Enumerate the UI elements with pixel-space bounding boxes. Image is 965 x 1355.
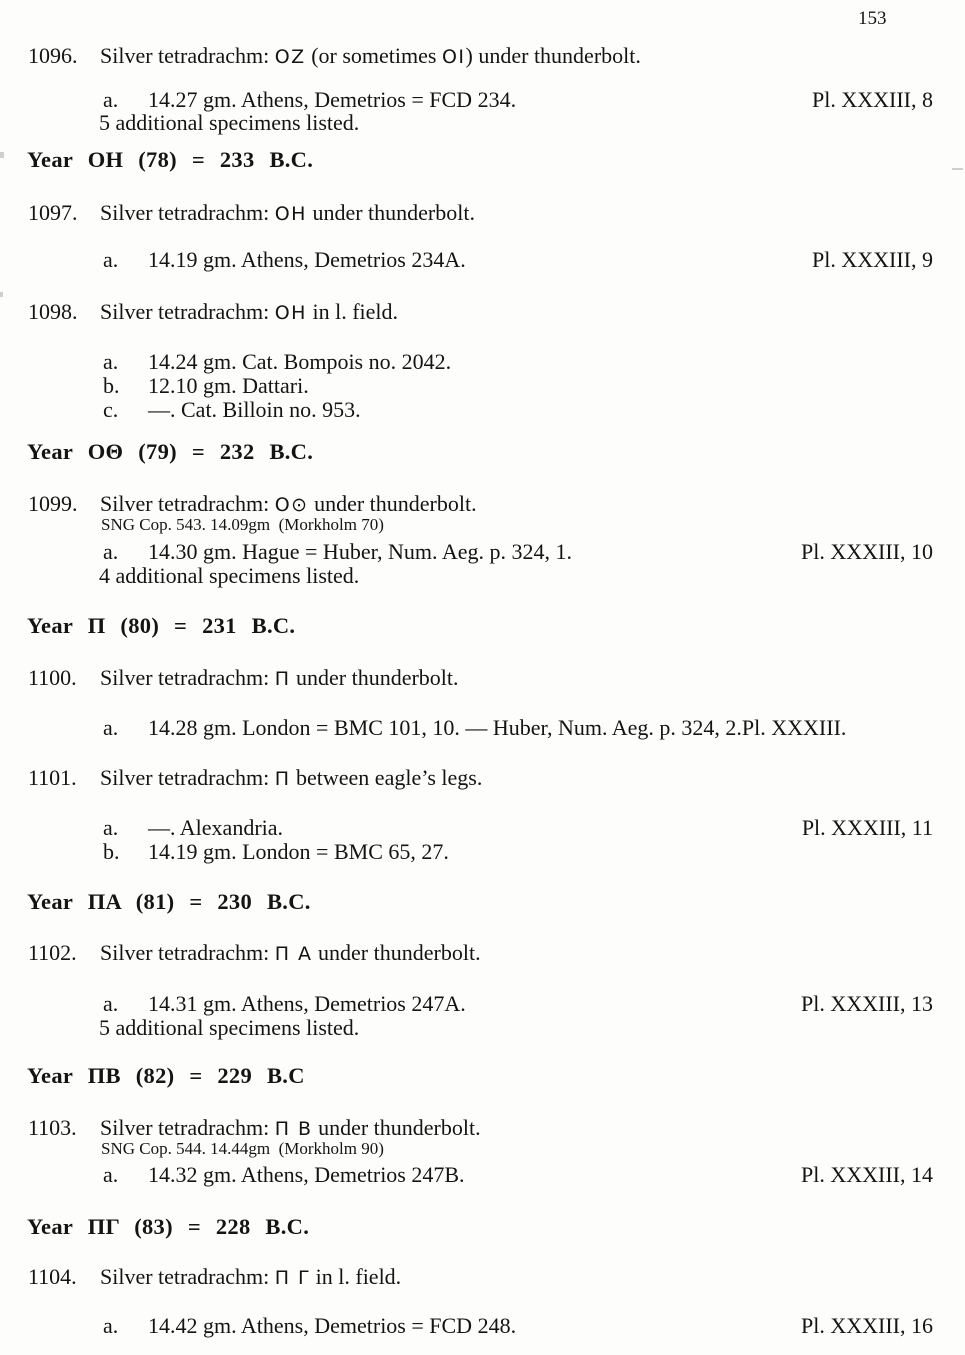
entry-number: 1101. bbox=[28, 765, 77, 790]
control-mark: OH bbox=[274, 203, 307, 225]
plate-reference: Pl. XXXIII, 16 bbox=[801, 1313, 933, 1338]
specimen-label: a. bbox=[103, 815, 119, 840]
specimen-line bbox=[0, 716, 965, 741]
entry-number: 1096. bbox=[28, 43, 78, 68]
desc-text: under thunderbolt. bbox=[290, 665, 459, 690]
scan-artifact bbox=[952, 168, 963, 170]
year-heading-text: Year OH (78) = 233 B.C. bbox=[27, 147, 314, 172]
control-mark: Π Γ bbox=[274, 1267, 311, 1289]
desc-text: Silver tetradrachm: bbox=[100, 665, 275, 690]
plate-reference: Pl. XXXIII, 9 bbox=[812, 247, 933, 272]
desc-text: Silver tetradrachm: bbox=[100, 200, 275, 225]
entry-number: 1100. bbox=[28, 665, 77, 690]
desc-text: in l. field. bbox=[306, 299, 399, 324]
entry-1103-heading bbox=[0, 1116, 965, 1141]
desc-text: Silver tetradrachm: bbox=[100, 1264, 275, 1289]
specimen-line bbox=[0, 816, 965, 841]
entry-1104-heading bbox=[0, 1265, 965, 1290]
control-mark: OH bbox=[274, 302, 307, 324]
specimen-text: 14.32 gm. Athens, Demetrios 247B. bbox=[148, 1162, 465, 1187]
control-mark: Π B bbox=[274, 1118, 313, 1140]
desc-text: under thunderbolt. bbox=[308, 491, 477, 516]
year-heading-78 bbox=[0, 148, 965, 173]
note-text: 5 additional specimens listed. bbox=[99, 110, 360, 135]
specimen-text: —. Alexandria. bbox=[148, 815, 284, 840]
specimen-text: 14.28 gm. London = BMC 101, 10. — Huber, Num. Aeg. p. 324, 2.Pl. XXXIII. bbox=[148, 715, 847, 740]
entry-number: 1098. bbox=[28, 299, 78, 324]
desc-text: in l. field. bbox=[310, 1264, 402, 1289]
entry-1097-heading bbox=[0, 201, 965, 226]
entry-description bbox=[100, 492, 477, 517]
specimen-line bbox=[0, 1314, 965, 1339]
specimen-label: c. bbox=[103, 397, 119, 422]
entry-number: 1097. bbox=[28, 200, 78, 225]
entry-1096-heading bbox=[0, 44, 965, 69]
specimen-label: a. bbox=[103, 991, 119, 1016]
desc-text: ) under thunderbolt. bbox=[465, 43, 641, 68]
desc-text: Silver tetradrachm: bbox=[100, 765, 275, 790]
year-heading-82 bbox=[0, 1064, 965, 1089]
plate-reference: Pl. XXXIII, 8 bbox=[812, 87, 933, 112]
specimen-text: —. Cat. Billoin no. 953. bbox=[148, 397, 361, 422]
additional-specimens-note bbox=[0, 111, 965, 136]
specimen-label: a. bbox=[103, 1162, 119, 1187]
sng-reference-note bbox=[0, 516, 965, 541]
control-mark: OZ bbox=[274, 46, 306, 68]
specimen-line bbox=[0, 540, 965, 565]
scan-artifact bbox=[0, 152, 4, 158]
specimen-label: a. bbox=[103, 1313, 119, 1338]
entry-1102-heading bbox=[0, 941, 965, 966]
desc-text: Silver tetradrachm: bbox=[100, 1115, 275, 1140]
specimen-line bbox=[0, 398, 965, 423]
specimen-text: 12.10 gm. Dattari. bbox=[148, 373, 309, 398]
entry-1099-heading bbox=[0, 492, 965, 517]
specimen-text: 14.27 gm. Athens, Demetrios = FCD 234. bbox=[148, 87, 517, 112]
entry-description bbox=[100, 766, 482, 791]
year-heading-80 bbox=[0, 614, 965, 639]
specimen-line bbox=[0, 374, 965, 399]
entry-number: 1099. bbox=[28, 491, 78, 516]
desc-text: Silver tetradrachm: bbox=[100, 940, 275, 965]
control-mark: OI bbox=[441, 46, 466, 68]
year-heading-text: Year ΠΓ (83) = 228 B.C. bbox=[27, 1214, 310, 1239]
year-heading-text: Year OΘ (79) = 232 B.C. bbox=[27, 439, 314, 464]
note-text: 4 additional specimens listed. bbox=[99, 563, 360, 588]
desc-text: (or sometimes bbox=[305, 43, 442, 68]
desc-text: under thunderbolt. bbox=[306, 200, 475, 225]
specimen-text: 14.30 gm. Hague = Huber, Num. Aeg. p. 324, 1. bbox=[148, 539, 572, 564]
control-mark: Π A bbox=[274, 943, 313, 965]
specimen-label: b. bbox=[103, 373, 120, 398]
specimen-text: 14.19 gm. London = BMC 65, 27. bbox=[148, 839, 449, 864]
specimen-text: 14.19 gm. Athens, Demetrios 234A. bbox=[148, 247, 466, 272]
small-note-text: SNG Cop. 543. 14.09gm (Morkholm 70) bbox=[101, 515, 384, 534]
entry-number: 1102. bbox=[28, 940, 77, 965]
additional-specimens-note bbox=[0, 1016, 965, 1041]
entry-description bbox=[100, 1116, 481, 1141]
specimen-label: a. bbox=[103, 539, 119, 564]
specimen-label: a. bbox=[103, 715, 119, 740]
specimen-label: a. bbox=[103, 87, 119, 112]
plate-reference: Pl. XXXIII, 11 bbox=[801, 815, 933, 840]
entry-description bbox=[100, 1265, 401, 1290]
entry-description bbox=[100, 941, 481, 966]
desc-text: Silver tetradrachm: bbox=[100, 299, 275, 324]
desc-text: under thunderbolt. bbox=[312, 940, 481, 965]
entry-1100-heading bbox=[0, 666, 965, 691]
entry-description bbox=[100, 201, 475, 226]
scan-artifact bbox=[0, 292, 3, 297]
specimen-line bbox=[0, 840, 965, 865]
year-heading-text: Year ΠΑ (81) = 230 B.C. bbox=[27, 889, 311, 914]
small-note-text: SNG Cop. 544. 14.44gm (Morkholm 90) bbox=[101, 1139, 384, 1158]
specimen-line bbox=[0, 350, 965, 375]
desc-text: Silver tetradrachm: bbox=[100, 43, 275, 68]
entry-1101-heading bbox=[0, 766, 965, 791]
year-heading-79 bbox=[0, 440, 965, 465]
specimen-line bbox=[0, 1163, 965, 1188]
note-text: 5 additional specimens listed. bbox=[99, 1015, 360, 1040]
specimen-label: b. bbox=[103, 839, 120, 864]
control-mark: Π bbox=[274, 668, 291, 690]
entry-description bbox=[100, 300, 398, 325]
specimen-text: 14.42 gm. Athens, Demetrios = FCD 248. bbox=[148, 1313, 517, 1338]
specimen-line bbox=[0, 992, 965, 1017]
specimen-label: a. bbox=[103, 247, 119, 272]
specimen-line bbox=[0, 248, 965, 273]
year-heading-text: Year Π (80) = 231 B.C. bbox=[27, 613, 296, 638]
year-heading-83 bbox=[0, 1215, 965, 1240]
entry-description bbox=[100, 44, 641, 69]
entry-1098-heading bbox=[0, 300, 965, 325]
desc-text: between eagle’s legs. bbox=[290, 765, 483, 790]
specimen-label: a. bbox=[103, 349, 119, 374]
specimen-text: 14.31 gm. Athens, Demetrios 247A. bbox=[148, 991, 466, 1016]
year-heading-text: Year ΠΒ (82) = 229 B.C bbox=[27, 1063, 305, 1088]
entry-number: 1104. bbox=[28, 1264, 77, 1289]
plate-reference: Pl. XXXIII, 13 bbox=[801, 991, 933, 1016]
page-number: 153 bbox=[858, 8, 887, 29]
additional-specimens-note bbox=[0, 564, 965, 589]
specimen-text: 14.24 gm. Cat. Bompois no. 2042. bbox=[148, 349, 452, 374]
desc-text: Silver tetradrachm: bbox=[100, 491, 275, 516]
desc-text: under thunderbolt. bbox=[312, 1115, 481, 1140]
year-heading-81 bbox=[0, 890, 965, 915]
entry-number: 1103. bbox=[28, 1115, 77, 1140]
control-mark: O⊙ bbox=[274, 494, 309, 516]
control-mark: Π bbox=[274, 768, 291, 790]
entry-description bbox=[100, 666, 459, 691]
plate-reference: Pl. XXXIII, 10 bbox=[801, 539, 933, 564]
plate-reference: Pl. XXXIII, 14 bbox=[801, 1162, 933, 1187]
